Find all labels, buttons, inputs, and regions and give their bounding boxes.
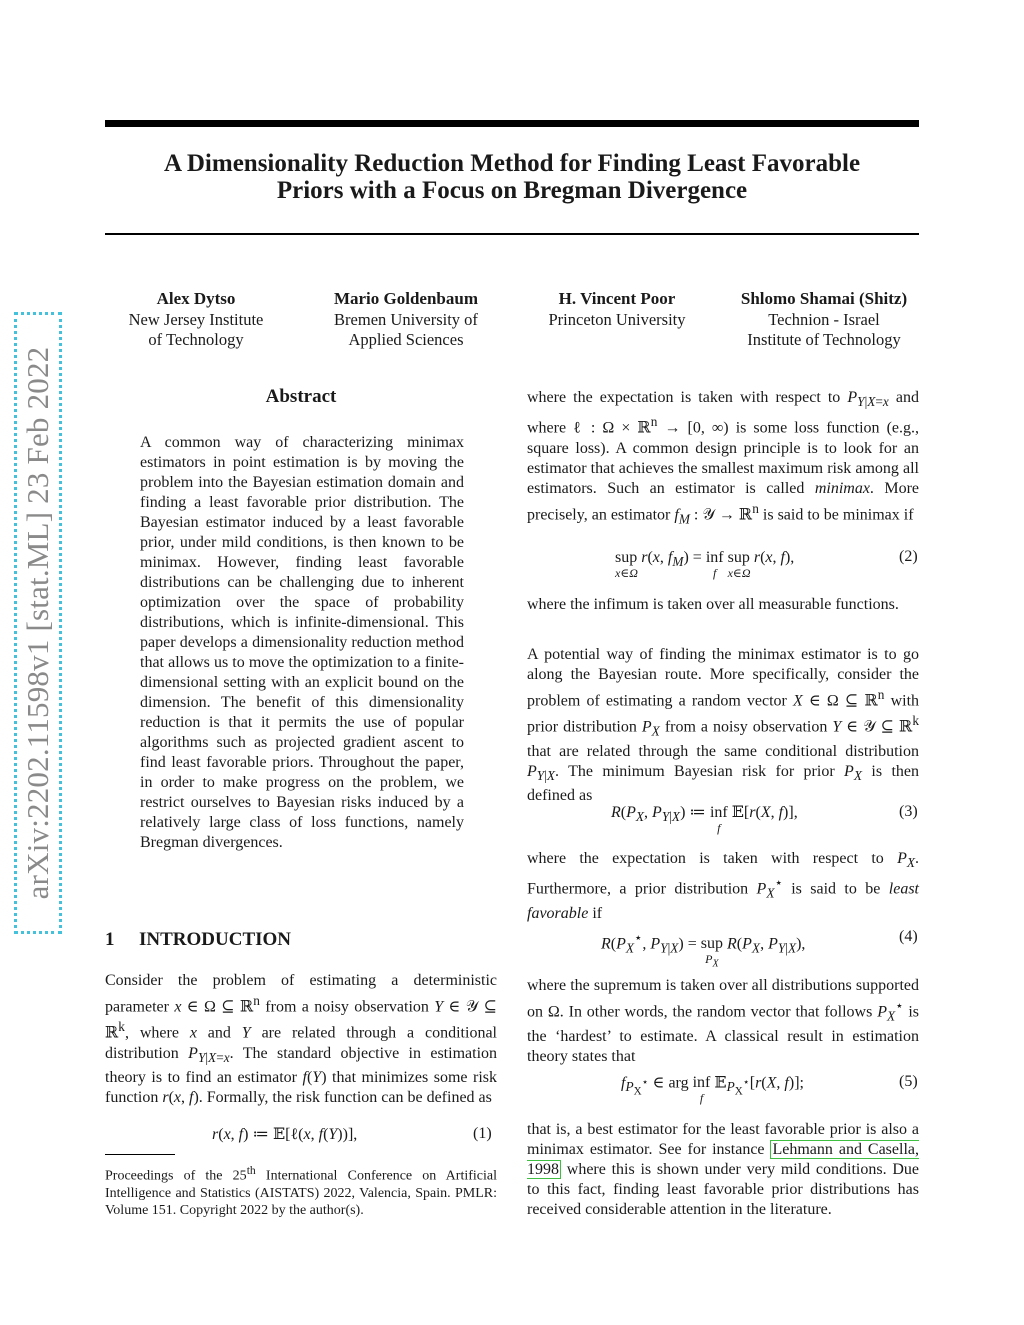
equation-number: (1) <box>473 1125 492 1142</box>
abstract-heading: Abstract <box>265 386 337 407</box>
equation-1: r(x, f) ≔ 𝔼[ℓ(x, f(Y))], <box>212 1126 358 1143</box>
equation-number: (3) <box>899 803 918 820</box>
equation-5: $f_{P_X^⋆}$ ∈ arg inf f 𝔼$_{P_X^⋆}$[r(X, f)]; <box>621 1074 804 1106</box>
intro-paragraph: Consider the problem of estimating a deterministic parameter x ∈ Ω ⊆ ℝ$^n$ from a noisy observation Y ∈ 𝒴 ⊆ ℝ$^k$, where x and Y are related through a conditional distribution $P_{Y|X=x}$. The standard objective in estimation theory is to find an estimator f(Y) that minimizes some risk function r(x, f). Formally, the risk function can be defined as <box>105 972 498 1106</box>
equation-4: $R(P_X^⋆$, $P_{Y|X}$) = sup $P_X$ $R(P_X$, $P_{Y|X}$), <box>601 930 806 970</box>
abstract-body <box>140 433 464 853</box>
section-number: 1 <box>105 929 115 950</box>
title-line-2: Priors with a Focus on Bregman Divergence <box>276 177 748 204</box>
equation-number: (2) <box>899 548 918 565</box>
title-bottom-rule <box>105 233 919 235</box>
author-name: Alex Dytso <box>156 289 236 308</box>
right-paragraph: where the expectation is taken with respect to $P_{Y|X=x}$ and where ℓ : Ω × ℝ$^n$ → [0, ∞) is some loss function (e.g., square loss). A common design principle is to look for an estimator that achieves the smallest maximum risk among all estimators. Such an estimator is called minimax. More precisely, an estimator $f_M$ : 𝒴 → ℝ$^n$ is said to be minimax if <box>527 389 920 527</box>
author-affiliation-line: of Technology <box>148 330 244 349</box>
author-affiliation-line: Applied Sciences <box>348 330 464 349</box>
author-block <box>310 289 502 350</box>
equation-number: (5) <box>899 1073 918 1090</box>
right-paragraph: where the expectation is taken with respect to $P_X$. Furthermore, a prior distribution $P_X^⋆$ is said to be least favorable if <box>527 850 919 922</box>
right-paragraph: A potential way of finding the minimax estimator is to go along the Bayesian route. More specifically, consider the problem of estimating a random vector X ∈ Ω ⊆ ℝ$^n$ with prior distribution $P_X$ from a noisy observation Y ∈ 𝒴 ⊆ ℝ$^k$ that are related through the same conditional distribution $P_{Y|X}$. The minimum Bayesian risk for prior $P_X$ is then defined as <box>527 646 920 805</box>
footnote-rule <box>105 1154 175 1155</box>
author-block <box>527 289 707 330</box>
title-line-1: A Dimensionality Reduction Method for Finding Least Favorable <box>163 150 861 177</box>
author-name: Mario Goldenbaum <box>333 289 479 308</box>
paper-title <box>105 150 919 204</box>
right-paragraph: where the supremum is taken over all distributions supported on Ω. In other words, the random vector that follows $P_X^⋆$ is the ‘hardest’ to estimate. A classical result in estimation theory states that <box>527 977 919 1065</box>
arxiv-id[interactable]: arXiv:2202.11598v1 [stat.ML] 23 Feb 2022 <box>20 346 55 900</box>
right-paragraph: where the infimum is taken over all measurable functions. <box>527 596 899 613</box>
author-block <box>718 289 930 350</box>
arxiv-sidebar-stamp <box>14 312 62 934</box>
right-paragraph: that is, a best estimator for the least favorable prior is also a minimax estimator. See for instance Lehmann and Casella, 1998 where this is shown under very mild conditions. Due to this fact, finding least favorable prior distributions has received considerable attention in the literature. <box>527 1121 920 1218</box>
author-affiliation-line: Princeton University <box>548 310 686 329</box>
section-title: INTRODUCTION <box>139 929 292 950</box>
author-affiliation-line: New Jersey Institute <box>128 310 264 329</box>
author-name: H. Vincent Poor <box>558 289 676 308</box>
section-heading <box>105 929 291 951</box>
equation-number: (4) <box>899 928 918 945</box>
author-affiliation-line: Technion - Israel <box>768 310 880 329</box>
author-affiliation-line: Bremen University of <box>334 310 478 329</box>
author-block <box>105 289 287 350</box>
footnote: Proceedings of the 25th International Conference on Artificial Intelligence and Statistics (AISTATS) 2022, Valencia, Spain. PMLR: Volume 151. Copyright 2022 by the author(s). <box>105 1164 497 1218</box>
abstract-text: A common way of characterizing minimax estimators in point estimation is by moving the problem into the Bayesian estimation domain and finding a least favorable prior distribution. The Bayesian estimator induced by a least favorable prior, under mild conditions, is then known to be minimax. However, finding least favorable distributions can be challenging due to inherent optimization over the space of probability distributions, which is infinite-dimensional. This paper develops a dimensionality reduction method that allows us to move the optimization to a finite-dimensional setting with an explicit bound on the dimension. The benefit of this dimensionality reduction is that it permits the use of popular algorithms such as projected gradient ascent to find least favorable priors. Throughout the paper, in order to make progress on the problem, we restrict ourselves to Bayesian risks induced by a relatively large class of loss functions, namely Bregman divergences. <box>140 434 464 851</box>
citation-link[interactable]: Lehmann and Casella, 1998 <box>527 1141 920 1178</box>
author-affiliation-line: Institute of Technology <box>747 330 901 349</box>
title-top-rule <box>105 120 919 127</box>
equation-3: $R(P_X$, $P_{Y|X}$) ≔ inf f 𝔼[r(X, f)], <box>611 804 798 835</box>
equation-2: sup x∈Ω r(x, $f_M$) = inf f sup x∈Ω r(x, f), <box>615 549 795 580</box>
author-name: Shlomo Shamai (Shitz) <box>740 289 908 308</box>
